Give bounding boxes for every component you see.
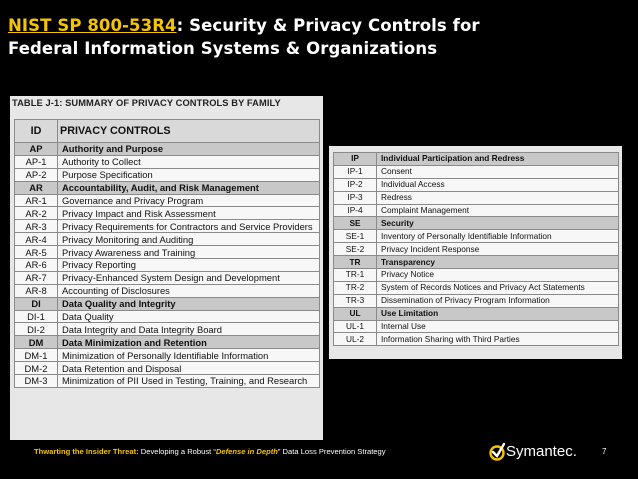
control-name: Individual Participation and Redress bbox=[377, 153, 619, 166]
control-id: DI bbox=[15, 297, 58, 310]
control-id: IP-3 bbox=[334, 191, 377, 204]
control-name: Governance and Privacy Program bbox=[58, 194, 320, 207]
control-id: DI-2 bbox=[15, 323, 58, 336]
control-id: TR-3 bbox=[334, 294, 377, 307]
control-name: Accountability, Audit, and Risk Management bbox=[58, 181, 320, 194]
family-row bbox=[15, 143, 320, 156]
control-row bbox=[15, 349, 320, 362]
control-name: Privacy-Enhanced System Design and Development bbox=[58, 271, 320, 284]
control-id: AP-2 bbox=[15, 168, 58, 181]
control-row bbox=[15, 194, 320, 207]
control-name: Privacy Impact and Risk Assessment bbox=[58, 207, 320, 220]
control-name: Data Integrity and Data Integrity Board bbox=[58, 323, 320, 336]
control-name: Transparency bbox=[377, 256, 619, 269]
control-id: AP bbox=[15, 143, 58, 156]
control-name: Privacy Monitoring and Auditing bbox=[58, 233, 320, 246]
family-row bbox=[15, 181, 320, 194]
family-row bbox=[15, 336, 320, 349]
footer-text-after: ” Data Loss Prevention Strategy bbox=[277, 447, 386, 456]
control-id: AR-6 bbox=[15, 259, 58, 272]
control-name: Accounting of Disclosures bbox=[58, 284, 320, 297]
table-header-row bbox=[15, 120, 320, 143]
control-id: AR-5 bbox=[15, 246, 58, 259]
page-number: 7 bbox=[602, 447, 607, 456]
privacy-controls-table-image-left bbox=[10, 96, 323, 440]
control-row bbox=[334, 294, 619, 307]
control-id: IP bbox=[334, 153, 377, 166]
control-row bbox=[15, 284, 320, 297]
control-name: Minimization of Personally Identifiable Information bbox=[58, 349, 320, 362]
control-row bbox=[15, 246, 320, 259]
privacy-controls-table-continued bbox=[333, 152, 619, 346]
control-id: DM bbox=[15, 336, 58, 349]
control-id: AR-1 bbox=[15, 194, 58, 207]
control-name: Complaint Management bbox=[377, 204, 619, 217]
header-id: ID bbox=[15, 120, 58, 143]
header-privacy-controls: PRIVACY CONTROLS bbox=[58, 120, 320, 143]
control-row bbox=[15, 207, 320, 220]
control-name: Privacy Incident Response bbox=[377, 243, 619, 256]
slide-title bbox=[8, 14, 628, 60]
control-id: AR-7 bbox=[15, 271, 58, 284]
family-row bbox=[334, 256, 619, 269]
control-id: UL-2 bbox=[334, 333, 377, 346]
checkmark-icon bbox=[489, 442, 505, 462]
control-name: Consent bbox=[377, 165, 619, 178]
control-id: AR-3 bbox=[15, 220, 58, 233]
standard-link[interactable]: NIST SP 800-53R4 bbox=[8, 16, 177, 35]
control-row bbox=[15, 375, 320, 388]
family-row bbox=[15, 297, 320, 310]
control-id: UL-1 bbox=[334, 320, 377, 333]
footer-label: Thwarting the Insider Threat: bbox=[34, 447, 139, 456]
control-name: Purpose Specification bbox=[58, 168, 320, 181]
control-id: AP-1 bbox=[15, 155, 58, 168]
control-name: Authority and Purpose bbox=[58, 143, 320, 156]
control-row bbox=[334, 191, 619, 204]
control-row bbox=[15, 155, 320, 168]
control-row bbox=[15, 233, 320, 246]
control-row bbox=[15, 168, 320, 181]
control-id: SE-2 bbox=[334, 243, 377, 256]
control-name: Privacy Requirements for Contractors and Service Providers bbox=[58, 220, 320, 233]
brand-name: Symantec. bbox=[506, 443, 577, 460]
control-row bbox=[334, 165, 619, 178]
control-row bbox=[334, 230, 619, 243]
control-name: Redress bbox=[377, 191, 619, 204]
symantec-logo bbox=[489, 441, 583, 463]
control-name: Information Sharing with Third Parties bbox=[377, 333, 619, 346]
privacy-controls-table-image-right bbox=[329, 146, 622, 359]
control-row bbox=[334, 178, 619, 191]
control-id: AR-2 bbox=[15, 207, 58, 220]
control-row bbox=[334, 243, 619, 256]
control-name: Privacy Reporting bbox=[58, 259, 320, 272]
control-name: System of Records Notices and Privacy Act Statements bbox=[377, 281, 619, 294]
control-row bbox=[15, 259, 320, 272]
control-name: Dissemination of Privacy Program Information bbox=[377, 294, 619, 307]
control-id: DM-2 bbox=[15, 362, 58, 375]
control-row bbox=[15, 271, 320, 284]
family-row bbox=[334, 307, 619, 320]
control-id: UL bbox=[334, 307, 377, 320]
control-name: Security bbox=[377, 217, 619, 230]
control-name: Data Quality bbox=[58, 310, 320, 323]
control-id: TR bbox=[334, 256, 377, 269]
family-row bbox=[334, 153, 619, 166]
control-row bbox=[334, 204, 619, 217]
control-id: AR-8 bbox=[15, 284, 58, 297]
family-row bbox=[334, 217, 619, 230]
control-name: Privacy Awareness and Training bbox=[58, 246, 320, 259]
control-row bbox=[15, 310, 320, 323]
control-id: SE-1 bbox=[334, 230, 377, 243]
title-line1-rest: : Security & Privacy Controls for bbox=[176, 16, 480, 35]
control-row bbox=[15, 323, 320, 336]
control-name: Privacy Notice bbox=[377, 269, 619, 282]
control-name: Data Retention and Disposal bbox=[58, 362, 320, 375]
privacy-controls-table bbox=[14, 119, 320, 388]
control-id: TR-2 bbox=[334, 281, 377, 294]
control-name: Authority to Collect bbox=[58, 155, 320, 168]
control-id: DM-1 bbox=[15, 349, 58, 362]
control-id: DM-3 bbox=[15, 375, 58, 388]
table-caption: TABLE J-1: SUMMARY OF PRIVACY CONTROLS BY FAMILY bbox=[12, 98, 281, 108]
control-row bbox=[334, 320, 619, 333]
control-id: DI-1 bbox=[15, 310, 58, 323]
control-id: AR-4 bbox=[15, 233, 58, 246]
footer-text bbox=[34, 447, 386, 456]
control-name: Data Quality and Integrity bbox=[58, 297, 320, 310]
control-name: Internal Use bbox=[377, 320, 619, 333]
control-id: TR-1 bbox=[334, 269, 377, 282]
control-name: Inventory of Personally Identifiable Information bbox=[377, 230, 619, 243]
control-name: Data Minimization and Retention bbox=[58, 336, 320, 349]
footer-text-before: Developing a Robust “ bbox=[138, 447, 216, 456]
control-row bbox=[15, 220, 320, 233]
control-row bbox=[15, 362, 320, 375]
control-name: Individual Access bbox=[377, 178, 619, 191]
control-id: AR bbox=[15, 181, 58, 194]
control-id: IP-2 bbox=[334, 178, 377, 191]
control-id: SE bbox=[334, 217, 377, 230]
control-row bbox=[334, 269, 619, 282]
footer-emphasis: Defense in Depth bbox=[215, 447, 278, 456]
control-name: Minimization of PII Used in Testing, Training, and Research bbox=[58, 375, 320, 388]
control-id: IP-1 bbox=[334, 165, 377, 178]
title-line2: Federal Information Systems & Organizations bbox=[8, 39, 438, 58]
control-row bbox=[334, 281, 619, 294]
control-id: IP-4 bbox=[334, 204, 377, 217]
control-row bbox=[334, 333, 619, 346]
control-name: Use Limitation bbox=[377, 307, 619, 320]
